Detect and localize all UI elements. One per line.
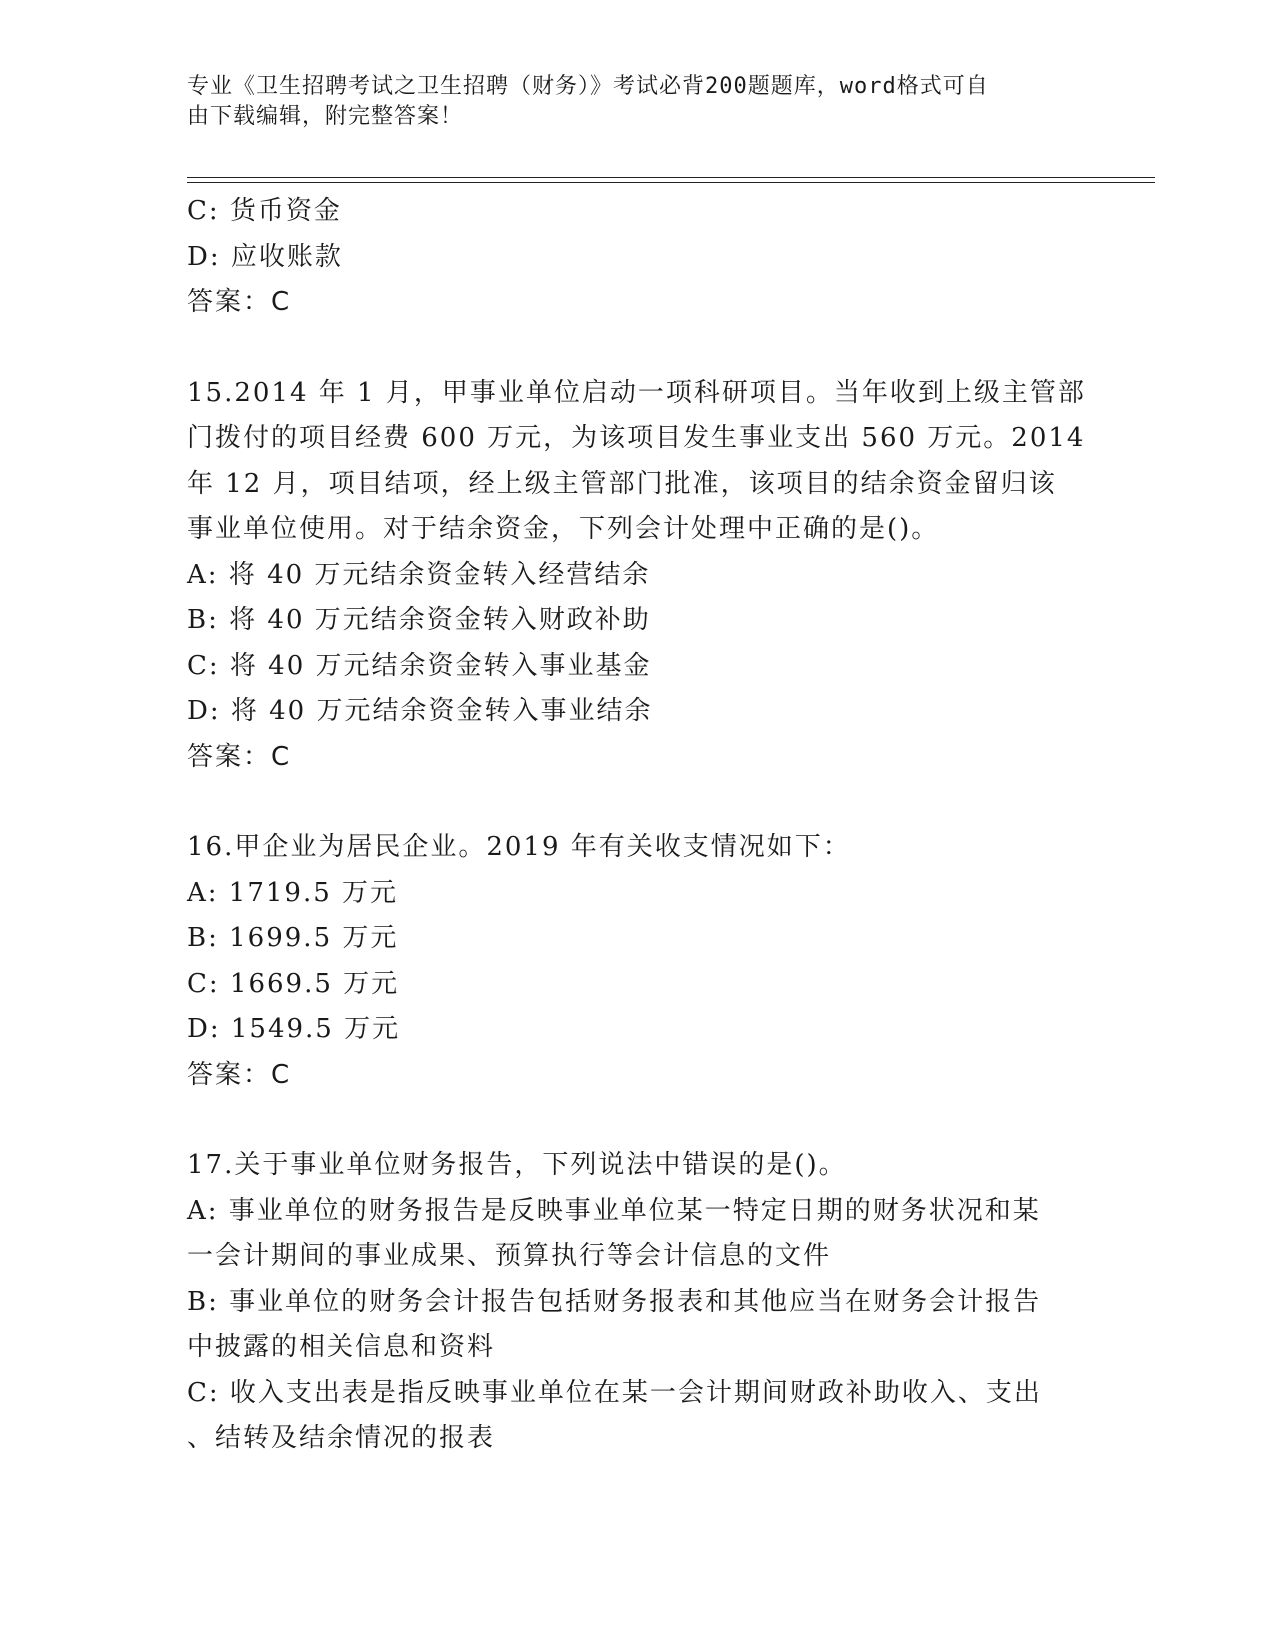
- spacer: [187, 780, 1087, 825]
- option-d: D: 应收账款: [187, 241, 343, 272]
- option-a: A: 将 40 万元结余资金转入经营结余: [187, 559, 651, 590]
- option-b-line-2: 中披露的相关信息和资料: [187, 1332, 496, 1362]
- option-a: A: 1719.5 万元: [187, 877, 399, 908]
- option-c: C: 货币资金: [187, 196, 342, 226]
- document-header: [187, 72, 1067, 132]
- option-c: C: 将 40 万元结余资金转入事业基金: [187, 650, 652, 681]
- question-text-line: 年 12 月，项目结项，经上级主管部门批准，该项目的结余资金留归该: [187, 468, 1057, 499]
- option-c-line-2: 、结转及结余情况的报表: [187, 1423, 496, 1453]
- question-17: [187, 1143, 1087, 1462]
- question-text-line: 16.甲企业为居民企业。2019 年有关收支情况如下：: [187, 832, 851, 862]
- question-text-line: 17.关于事业单位财务报告，下列说法中错误的是()。: [187, 1150, 847, 1180]
- question-text-line: 事业单位使用。对于结余资金，下列会计处理中正确的是()。: [187, 514, 940, 544]
- question-text-line: 门拨付的项目经费 600 万元，为该项目发生事业支出 560 万元。2014: [187, 423, 1086, 453]
- option-c: C: 1669.5 万元: [187, 968, 400, 999]
- header-divider-top: [187, 177, 1155, 178]
- answer-line: 答案：C: [187, 741, 292, 772]
- question-15: [187, 371, 1087, 781]
- question-text-line: 15.2014 年 1 月，甲事业单位启动一项科研项目。当年收到上级主管部: [187, 377, 1086, 408]
- option-b: B: 1699.5 万元: [187, 923, 399, 953]
- question-14-tail: [187, 189, 1087, 326]
- option-a-line-1: A: 事业单位的财务报告是反映事业单位某一特定日期的财务状况和某: [187, 1195, 1041, 1226]
- document-body: [187, 189, 1087, 1462]
- answer-line: 答案：C: [187, 1059, 292, 1090]
- option-b: B: 将 40 万元结余资金转入财政补助: [187, 605, 651, 635]
- header-divider-bottom: [187, 182, 1155, 183]
- header-line-1: 专业《卫生招聘考试之卫生招聘（财务）》考试必背200题题库，word格式可自: [187, 74, 989, 99]
- spacer: [187, 1098, 1087, 1143]
- spacer: [187, 326, 1087, 371]
- option-a-line-2: 一会计期间的事业成果、预算执行等会计信息的文件: [187, 1241, 832, 1271]
- option-d: D: 将 40 万元结余资金转入事业结余: [187, 696, 653, 726]
- header-line-2: 由下载编辑，附完整答案！: [187, 104, 464, 129]
- option-c-line-1: C: 收入支出表是指反映事业单位在某一会计期间财政补助收入、支出: [187, 1377, 1042, 1408]
- question-16: [187, 825, 1087, 1098]
- option-b-line-1: B: 事业单位的财务会计报告包括财务报表和其他应当在财务会计报告: [187, 1286, 1042, 1317]
- option-d: D: 1549.5 万元: [187, 1014, 401, 1044]
- answer-line: 答案：C: [187, 287, 292, 317]
